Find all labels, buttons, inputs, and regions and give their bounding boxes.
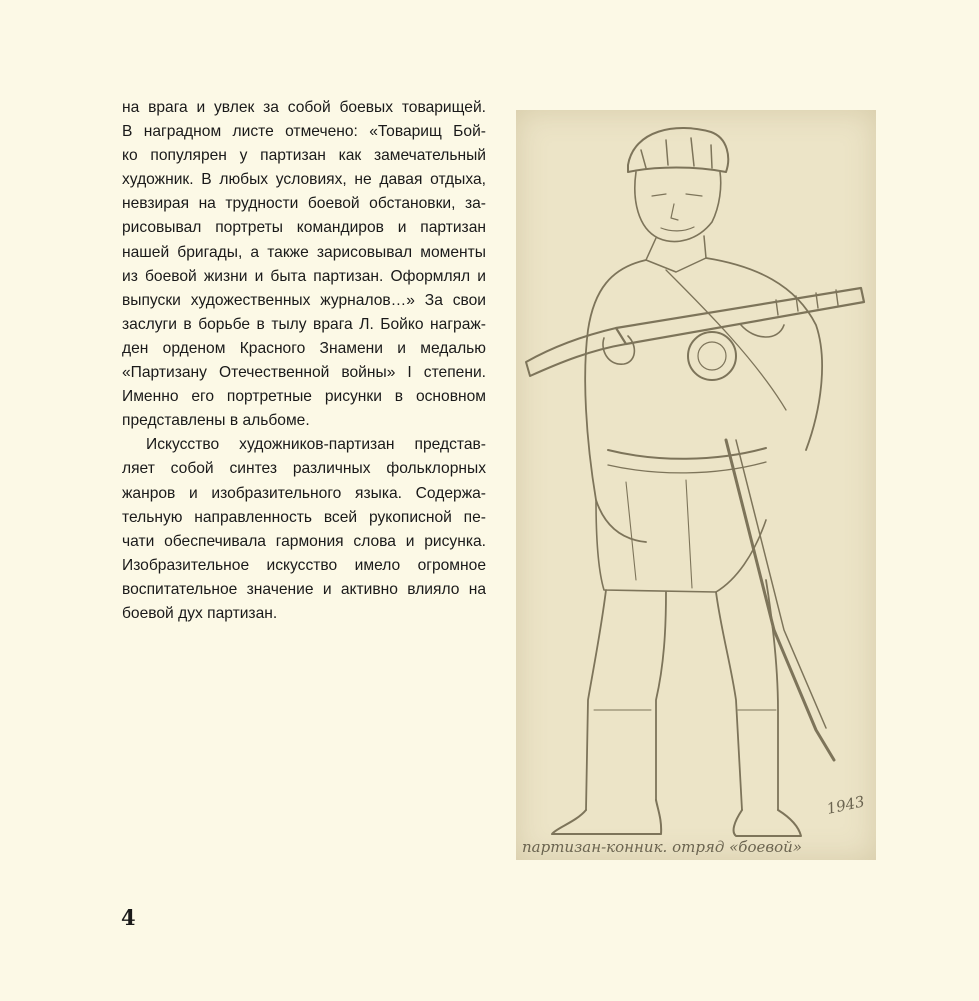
text-line: нашей бригады, а также зарисовывал моменты: [122, 243, 486, 261]
text-line: тельную направленность всей рукописной пе-: [122, 508, 486, 526]
text-line: невзирая на трудности боевой обстановки, за-: [122, 195, 486, 213]
sketch-date: 1943: [825, 792, 867, 818]
text-line: Искусство художников-партизан представ-: [146, 436, 486, 454]
text-line: В наградном листе отмечено: «Товарищ Бой-: [122, 123, 486, 141]
text-line: рисовывал портреты командиров и партизан: [122, 219, 486, 237]
body-text: [122, 96, 486, 626]
text-line: «Партизану Отечественной войны» I степени.: [122, 364, 486, 382]
sketch-caption: партизан-конник. отряд «боевой»: [522, 838, 802, 856]
text-line: Изобразительное искусство имело огромное: [122, 556, 486, 574]
paragraph-2: [122, 433, 486, 626]
page-number: 4: [121, 905, 136, 930]
text-line: на врага и увлек за собой боевых товарищей.: [122, 99, 486, 116]
sketch-drawing: [516, 110, 876, 860]
text-line: ко популярен у партизан как замечательный: [122, 147, 486, 165]
text-line: чати обеспечивала гармония слова и рисунка.: [122, 532, 486, 550]
text-line: выпуски художественных журналов…» За свои: [122, 291, 486, 309]
text-line: художник. В любых условиях, не давая отдыха,: [122, 171, 486, 189]
text-line: ляет собой синтез различных фольклорных: [122, 460, 486, 478]
text-line: заслуги в борьбе в тылу врага Л. Бойко награж-: [122, 315, 486, 333]
text-line: жанров и изобразительного языка. Содержа-: [122, 484, 486, 502]
text-line: Именно его портретные рисунки в основном: [122, 388, 486, 406]
text-line: боевой дух партизан.: [122, 604, 278, 622]
text-line: из боевой жизни и быта партизан. Оформлял и: [122, 267, 486, 285]
partisan-sketch: [516, 110, 876, 860]
text-line: ден орденом Красного Знамени и медалью: [122, 339, 486, 357]
paragraph-1: [122, 96, 486, 433]
text-line: представлены в альбоме.: [122, 412, 310, 430]
text-line: воспитательное значение и активно влияло на: [122, 580, 486, 598]
